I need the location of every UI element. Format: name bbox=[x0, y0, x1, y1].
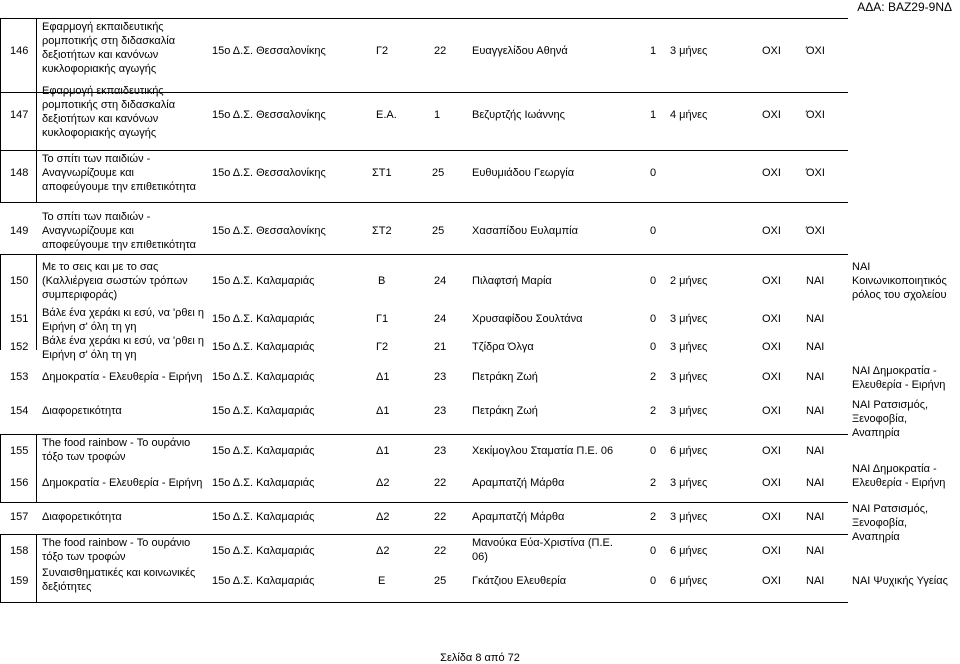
row-count: 0 bbox=[650, 225, 657, 237]
row-count: 2 bbox=[650, 511, 657, 523]
row-students: 23 bbox=[434, 405, 447, 417]
row-col2: ΌΧΙ bbox=[806, 45, 825, 57]
grid-line-left-3 bbox=[0, 434, 1, 502]
row-school: 15ο Δ.Σ. Καλαμαριάς bbox=[212, 313, 315, 325]
row-extra: ΝΑΙ Δημοκρατία - Ελευθερία - Ειρήνη bbox=[852, 463, 946, 489]
row-extra: ΝΑΙ Ρατσισμός, Ξενοφοβία, Αναπηρία bbox=[852, 503, 929, 543]
row-title: Συναισθηματικές και κοινωνικές δεξιότητες bbox=[42, 567, 196, 593]
row-col1: ΟΧΙ bbox=[762, 45, 781, 57]
row-col2: ΝΑΙ bbox=[806, 545, 825, 557]
row-duration: 3 μήνες bbox=[670, 45, 708, 57]
row-students: 24 bbox=[434, 275, 447, 287]
grid-line-h2 bbox=[0, 150, 848, 151]
row-number: 149 bbox=[10, 225, 29, 237]
row-title: Διαφορετικότητα bbox=[42, 405, 122, 417]
row-class: Δ1 bbox=[376, 371, 390, 383]
table-page bbox=[0, 18, 960, 602]
row-school: 15ο Δ.Σ. Καλαμαριάς bbox=[212, 545, 315, 557]
row-class: Ε bbox=[378, 575, 386, 587]
row-count: 0 bbox=[650, 167, 657, 179]
row-col2: ΝΑΙ bbox=[806, 371, 825, 383]
grid-line-left-2 bbox=[0, 254, 1, 350]
grid-line-h7 bbox=[0, 534, 848, 535]
row-col2: ΝΑΙ bbox=[806, 275, 825, 287]
row-col1: ΟΧΙ bbox=[762, 405, 781, 417]
row-number: 152 bbox=[10, 341, 29, 353]
row-teacher: Χεκίμογλου Σταματία Π.Ε. 06 bbox=[472, 445, 614, 457]
row-number: 148 bbox=[10, 167, 29, 179]
row-number: 147 bbox=[10, 109, 29, 121]
grid-line-h5 bbox=[0, 434, 848, 435]
row-col1: ΟΧΙ bbox=[762, 225, 781, 237]
row-col2: ΝΑΙ bbox=[806, 511, 825, 523]
row-duration: 3 μήνες bbox=[670, 511, 708, 523]
row-title: The food rainbow - Το ουράνιο τόξο των τροφών bbox=[42, 437, 191, 463]
row-extra: ΝΑΙ Κοινωνικοποιητικός ρόλος του σχολείου bbox=[852, 261, 947, 301]
row-school: 15ο Δ.Σ. Θεσσαλονίκης bbox=[212, 225, 326, 237]
row-students: 21 bbox=[434, 341, 447, 353]
row-students: 25 bbox=[432, 225, 445, 237]
page-number: Σελίδα 8 από 72 bbox=[440, 652, 520, 664]
row-school: 15ο Δ.Σ. Καλαμαριάς bbox=[212, 511, 315, 523]
row-school: 15ο Δ.Σ. Καλαμαριάς bbox=[212, 275, 315, 287]
row-count: 1 bbox=[650, 45, 657, 57]
ada-code: ΑΔΑ: ΒΑΖ29-9ΝΔ bbox=[857, 0, 952, 14]
row-students: 24 bbox=[434, 313, 447, 325]
row-number: 158 bbox=[10, 545, 29, 557]
grid-line-bottom bbox=[0, 602, 848, 603]
row-number: 146 bbox=[10, 45, 29, 57]
row-students: 22 bbox=[434, 477, 447, 489]
row-class: Δ1 bbox=[376, 445, 390, 457]
row-col2: ΝΑΙ bbox=[806, 477, 825, 489]
row-teacher: Πετράκη Ζωή bbox=[472, 371, 538, 383]
row-number: 153 bbox=[10, 371, 29, 383]
row-duration: 6 μήνες bbox=[670, 575, 708, 587]
row-students: 22 bbox=[434, 545, 447, 557]
row-school: 15ο Δ.Σ. Θεσσαλονίκης bbox=[212, 167, 326, 179]
row-title: Εφαρμογή εκπαιδευτικής ρομποτικής στη διδασκαλία δεξιοτήτων και κανόνων κυκλοφοριακής αγωγής bbox=[42, 85, 176, 139]
grid-line-num-2 bbox=[36, 254, 37, 350]
row-duration: 6 μήνες bbox=[670, 445, 708, 457]
row-students: 1 bbox=[434, 109, 441, 121]
row-col1: ΟΧΙ bbox=[762, 371, 781, 383]
row-school: 15ο Δ.Σ. Καλαμαριάς bbox=[212, 575, 315, 587]
row-number: 154 bbox=[10, 405, 29, 417]
row-teacher: Μανούκα Εύα-Χριστίνα (Π.Ε. 06) bbox=[472, 537, 613, 563]
row-class: ΣΤ1 bbox=[372, 167, 392, 179]
row-class: ΣΤ2 bbox=[372, 225, 392, 237]
row-class: Β bbox=[378, 275, 386, 287]
grid-line-h6 bbox=[0, 502, 848, 503]
row-teacher: Βεζυρτζής Ιωάννης bbox=[472, 109, 565, 121]
row-title: Εφαρμογή εκπαιδευτικής ρομποτικής στη διδασκαλία δεξιοτήτων και κανόνων κυκλοφοριακής αγωγής bbox=[42, 21, 176, 75]
row-count: 2 bbox=[650, 477, 657, 489]
row-class: Δ2 bbox=[376, 545, 390, 557]
row-school: 15ο Δ.Σ. Θεσσαλονίκης bbox=[212, 45, 326, 57]
row-duration: 3 μήνες bbox=[670, 405, 708, 417]
row-title: Διαφορετικότητα bbox=[42, 511, 122, 523]
row-duration: 4 μήνες bbox=[670, 109, 708, 121]
row-school: 15ο Δ.Σ. Καλαμαριάς bbox=[212, 477, 315, 489]
row-students: 25 bbox=[434, 575, 447, 587]
row-school: 15ο Δ.Σ. Καλαμαριάς bbox=[212, 371, 315, 383]
row-col1: ΟΧΙ bbox=[762, 275, 781, 287]
row-col1: ΟΧΙ bbox=[762, 313, 781, 325]
row-col1: ΟΧΙ bbox=[762, 477, 781, 489]
row-teacher: Γκάτζιου Ελευθερία bbox=[472, 575, 567, 587]
row-students: 23 bbox=[434, 445, 447, 457]
row-number: 150 bbox=[10, 275, 29, 287]
grid-line-num-3 bbox=[36, 434, 37, 502]
row-school: 15ο Δ.Σ. Καλαμαριάς bbox=[212, 445, 315, 457]
row-title: Με το σεις και με το σας (Καλλιέργεια σωστών τρόπων συμπεριφοράς) bbox=[42, 261, 188, 301]
grid-line-left-4 bbox=[0, 534, 1, 602]
row-teacher: Χρυσαφίδου Σουλτάνα bbox=[472, 313, 583, 325]
row-col2: ΌΧΙ bbox=[806, 167, 825, 179]
row-class: Γ2 bbox=[376, 45, 389, 57]
row-teacher: Αραμπατζή Μάρθα bbox=[472, 477, 565, 489]
row-count: 1 bbox=[650, 109, 657, 121]
row-class: Δ2 bbox=[376, 477, 390, 489]
row-col1: ΟΧΙ bbox=[762, 545, 781, 557]
row-teacher: Πιλαφτσή Μαρία bbox=[472, 275, 552, 287]
row-number: 155 bbox=[10, 445, 29, 457]
row-col1: ΟΧΙ bbox=[762, 167, 781, 179]
row-class: Δ1 bbox=[376, 405, 390, 417]
row-teacher: Αραμπατζή Μάρθα bbox=[472, 511, 565, 523]
row-duration: 3 μήνες bbox=[670, 371, 708, 383]
row-students: 25 bbox=[432, 167, 445, 179]
row-teacher: Χασαπίδου Ευλαμπία bbox=[472, 225, 578, 237]
row-title: Βάλε ένα χεράκι κι εσύ, να 'ρθει η Ειρήνη σ' όλη τη γη bbox=[42, 307, 205, 333]
grid-line-left bbox=[0, 18, 1, 202]
row-col2: ΌΧΙ bbox=[806, 225, 825, 237]
grid-line-h3 bbox=[0, 202, 848, 203]
row-col1: ΟΧΙ bbox=[762, 341, 781, 353]
row-col2: ΝΑΙ bbox=[806, 445, 825, 457]
row-duration: 2 μήνες bbox=[670, 275, 708, 287]
row-class: Ε.Α. bbox=[376, 109, 397, 121]
grid-line-h4 bbox=[0, 254, 848, 255]
row-number: 159 bbox=[10, 575, 29, 587]
row-count: 2 bbox=[650, 405, 657, 417]
row-teacher: Ευθυμιάδου Γεωργία bbox=[472, 167, 575, 179]
row-students: 22 bbox=[434, 45, 447, 57]
row-col2: ΝΑΙ bbox=[806, 405, 825, 417]
row-teacher: Τζίδρα Όλγα bbox=[472, 341, 534, 353]
row-title: Δημοκρατία - Ελευθερία - Ειρήνη bbox=[42, 371, 203, 383]
row-school: 15ο Δ.Σ. Καλαμαριάς bbox=[212, 405, 315, 417]
row-extra: ΝΑΙ Ρατσισμός, Ξενοφοβία, Αναπηρία bbox=[852, 399, 929, 439]
row-teacher: Πετράκη Ζωή bbox=[472, 405, 538, 417]
row-count: 0 bbox=[650, 275, 657, 287]
row-class: Δ2 bbox=[376, 511, 390, 523]
row-count: 0 bbox=[650, 575, 657, 587]
row-col2: ΝΑΙ bbox=[806, 575, 825, 587]
grid-line-top bbox=[0, 18, 848, 19]
row-title: Το σπίτι των παιδιών - Αναγνωρίζουμε και αποφεύγουμε την επιθετικότητα bbox=[42, 153, 196, 193]
row-duration: 6 μήνες bbox=[670, 545, 708, 557]
row-col1: ΟΧΙ bbox=[762, 511, 781, 523]
row-students: 23 bbox=[434, 371, 447, 383]
row-students: 22 bbox=[434, 511, 447, 523]
row-class: Γ1 bbox=[376, 313, 389, 325]
row-class: Γ2 bbox=[376, 341, 389, 353]
row-count: 0 bbox=[650, 341, 657, 353]
row-col2: ΝΑΙ bbox=[806, 341, 825, 353]
row-extra: ΝΑΙ Δημοκρατία - Ελευθερία - Ειρήνη bbox=[852, 365, 946, 391]
row-school: 15ο Δ.Σ. Θεσσαλονίκης bbox=[212, 109, 326, 121]
row-duration: 3 μήνες bbox=[670, 477, 708, 489]
row-col2: ΝΑΙ bbox=[806, 313, 825, 325]
row-title: The food rainbow - Το ουράνιο τόξο των τροφών bbox=[42, 537, 191, 563]
row-col1: ΟΧΙ bbox=[762, 109, 781, 121]
row-title: Δημοκρατία - Ελευθερία - Ειρήνη bbox=[42, 477, 203, 489]
row-count: 0 bbox=[650, 545, 657, 557]
row-title: Το σπίτι των παιδιών - Αναγνωρίζουμε και αποφεύγουμε την επιθετικότητα bbox=[42, 211, 196, 251]
row-col1: ΟΧΙ bbox=[762, 445, 781, 457]
row-extra: ΝΑΙ Ψυχικής Υγείας bbox=[852, 575, 948, 587]
grid-line-num-4 bbox=[36, 534, 37, 602]
row-number: 151 bbox=[10, 313, 29, 325]
row-col1: ΟΧΙ bbox=[762, 575, 781, 587]
row-number: 157 bbox=[10, 511, 29, 523]
grid-line-num bbox=[36, 18, 37, 202]
row-school: 15ο Δ.Σ. Καλαμαριάς bbox=[212, 341, 315, 353]
row-title: Βάλε ένα χεράκι κι εσύ, να 'ρθει η Ειρήνη σ' όλη τη γη bbox=[42, 335, 205, 361]
row-count: 0 bbox=[650, 445, 657, 457]
row-count: 2 bbox=[650, 371, 657, 383]
row-col2: ΌΧΙ bbox=[806, 109, 825, 121]
row-duration: 3 μήνες bbox=[670, 341, 708, 353]
row-teacher: Ευαγγελίδου Αθηνά bbox=[472, 45, 568, 57]
row-number: 156 bbox=[10, 477, 29, 489]
row-count: 0 bbox=[650, 313, 657, 325]
row-duration: 3 μήνες bbox=[670, 313, 708, 325]
